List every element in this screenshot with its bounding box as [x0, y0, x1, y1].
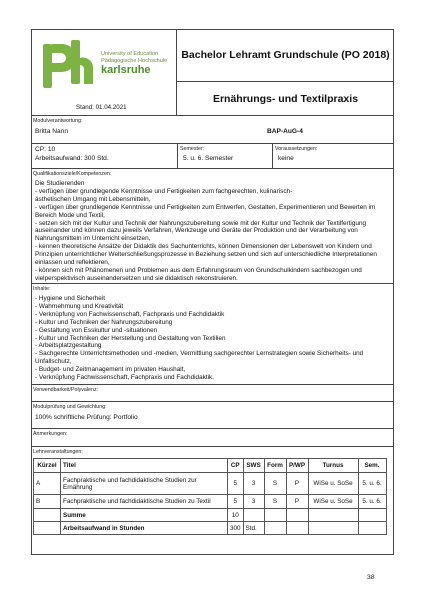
header-pwp: P/WP	[286, 459, 308, 473]
contents-line: - Wahrnehmung und Kreativität	[35, 302, 124, 310]
header-turnus: Turnus	[308, 459, 358, 473]
cp-value: CP: 10	[35, 146, 56, 153]
courses-label: Lehrveranstaltungen:	[33, 449, 83, 455]
exam-label: Modulprüfung und Gewichtung:	[33, 404, 107, 410]
sum-row	[34, 509, 387, 522]
semester-value: 5. u. 6. Semester	[183, 155, 234, 162]
row-sem: 5. u. 6.	[358, 473, 386, 495]
header-sem: Sem.	[358, 459, 386, 473]
contents-line: - Verknüpfung von Fachwissenschaft, Fachpraxis und Fachdidaktik	[35, 310, 225, 318]
prerequisites-label: Voraussetzungen:	[275, 146, 318, 152]
header-form: Form	[264, 459, 286, 473]
competences-line: vielperspektivisch auseinandersetzen und sie didaktisch rekonstruieren.	[35, 274, 238, 282]
competences-line: Bereich Mode und Textil,	[35, 211, 105, 219]
contents-line: Unfallschutz,	[35, 358, 72, 366]
competences-line: - verfügen über grundlegende Kenntnisse und Fertigkeiten zum fachgerechten, kulinarisch-	[35, 187, 293, 195]
row-titel	[61, 473, 228, 495]
contents-line: - Sachgerechte Unterrichtsmethoden und -medien, Vermittlung sachgerechter Lernstrategien sowie Sicherheits- und	[35, 350, 364, 358]
sum-label: Summe	[61, 509, 228, 522]
header-titel: Titel	[61, 459, 228, 473]
row-titel-line1: Fachpraktische und fachdidaktische Studien zur	[63, 476, 197, 484]
competences-label: Qualifikationsziele/Kompetenzen:	[33, 171, 112, 177]
competences-line: Nahrungsmitteln im Unterricht einsetzen,	[35, 235, 151, 243]
row-cp: 5	[228, 473, 244, 495]
table-row	[34, 473, 387, 495]
workload-value: Arbeitsaufwand: 300 Std.	[35, 155, 109, 162]
row-sem: 5. u. 6.	[358, 495, 386, 509]
courses-table	[33, 458, 387, 535]
row-turnus: WiSe u. SoSe	[308, 473, 358, 495]
row-kuerzel: B	[34, 495, 61, 509]
contents-line: - Kultur und Techniken der Herstellung und Gestaltung von Textilien	[35, 334, 226, 342]
competences-line: ästhetischen Umgang mit Lebensmitteln,	[35, 195, 151, 203]
meta-section	[31, 144, 394, 169]
workload-hours: 300	[228, 522, 244, 535]
row-titel-line2: Ernährung	[63, 483, 93, 491]
workload-row	[34, 522, 387, 535]
header-cp: CP	[228, 459, 244, 473]
row-form: S	[264, 473, 286, 495]
competences-line: einlassen und reflektieren,	[35, 259, 110, 267]
competences-section	[31, 169, 394, 284]
header-kuerzel: Kürzel	[34, 459, 61, 473]
competences-line: - kennen theoretische Ansätze der Didaktik des Sachunterrichts, können Dimensionen der Lebenswelt von Kindern und	[35, 243, 372, 251]
module-code: BAP-AuG-4	[267, 128, 303, 135]
ph-logo-icon	[39, 38, 95, 94]
usability-section	[31, 385, 394, 402]
university-city: karlsruhe	[101, 64, 151, 76]
program-title: Bachelor Lehramt Grundschule (PO 2018)	[177, 29, 394, 82]
row-pwp: P	[286, 495, 308, 509]
competences-line: auseinander und können dazu jeweils Verfahren, Werkzeuge und Geräte der Produktion und der Verarbeitung von	[35, 227, 358, 235]
table-row	[34, 495, 387, 509]
contents-line: - Arbeitsplatzgestaltung	[35, 342, 102, 350]
row-pwp: P	[286, 473, 308, 495]
meta-divider-1	[177, 144, 178, 169]
contents-line: - Hygiene und Sicherheit	[35, 295, 105, 302]
competences-line: - verfügen über grundlegende Kenntnisse und Fertigkeiten zum Entwerfen, Gestalten, Experimentieren und Bewerten im	[35, 203, 376, 211]
university-line1: University of Education	[101, 51, 159, 57]
remarks-section	[31, 429, 394, 447]
row-sws: 3	[243, 473, 264, 495]
row-titel: Fachpraktische und fachdidaktische Studien zu Textil	[61, 495, 228, 509]
stand-date: Stand: 01.04.2021	[76, 104, 127, 111]
competences-text	[35, 180, 377, 283]
university-line2: Pädagogische Hochschule	[101, 58, 168, 64]
row-turnus: WiSe u. SoSe	[308, 495, 358, 509]
page-number: 38	[367, 574, 375, 581]
row-cp: 5	[228, 495, 244, 509]
remarks-label: Anmerkungen:	[33, 431, 68, 437]
row-kuerzel: A	[34, 473, 61, 495]
contents-line: - Gestaltung von Esskultur und -situationen	[35, 326, 158, 334]
semester-label: Semester:	[180, 146, 205, 152]
workload-label: Arbeitsaufwand in Stunden	[61, 522, 228, 535]
contents-line: - Budget- und Zeitmanagement im privaten Haushalt,	[35, 366, 186, 374]
contents-text	[35, 295, 363, 382]
exam-value: 100% schriftliche Prüfung: Portfolio	[35, 414, 138, 421]
meta-divider-2	[272, 144, 273, 169]
competences-line: - können sich mit Phänomenen und Problemen aus dem Erfahrungsraum von Grundschulkindern sachbezogen und	[35, 266, 362, 274]
responsibility-value: Britta Nann	[35, 128, 68, 135]
competences-line: Prinzipien unterrichtlicher Welterschließungsprozesse in Beziehung setzen und sich auf unterschiedliche Interpretationen	[35, 251, 377, 259]
workload-unit: Std.	[243, 522, 264, 535]
table-header-row	[34, 459, 387, 473]
responsibility-label: Modulverantwortung:	[33, 118, 83, 124]
contents-label: Inhalte:	[33, 286, 51, 292]
module-title: Ernährungs- und Textilpraxis	[177, 82, 394, 116]
exam-section	[31, 402, 394, 429]
row-sws: 3	[243, 495, 264, 509]
row-form: S	[264, 495, 286, 509]
competences-line: - setzen sich mit der Kultur und Technik der Nahrungszubereitung sowie mit der Kultur und Technik der Textilfertigung	[35, 219, 367, 227]
prerequisites-value: keine	[278, 155, 294, 162]
responsibility-section	[31, 116, 394, 144]
header-sws: SWS	[243, 459, 264, 473]
contents-section	[31, 284, 394, 385]
contents-line: - Verknüpfung Fachwissenschaft, Fachpraxis und Fachdidaktik.	[35, 374, 215, 382]
competences-line: Die Studierenden	[35, 180, 85, 187]
sum-cp: 10	[228, 509, 244, 522]
contents-line: - Kultur und Techniken der Nahrungszubereitung	[35, 318, 173, 326]
usability-label: Verwendbarkeit/Polyvalenz:	[33, 387, 99, 393]
logo-cell	[31, 29, 177, 116]
